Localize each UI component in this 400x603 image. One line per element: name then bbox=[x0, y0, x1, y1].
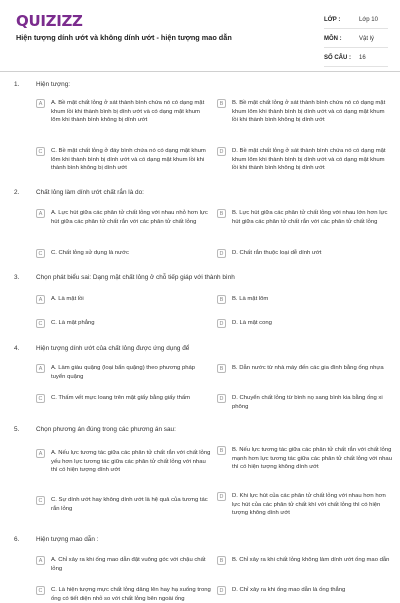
option-letter-box: B bbox=[217, 99, 226, 108]
option-letter-box: D bbox=[217, 586, 226, 595]
option-text: A. Lực hút giữa các phân tử chất lỏng với nhau nhỏ hơn lực hút giữa các phân tử chất rắn với các phân tử chất lỏng bbox=[51, 210, 208, 225]
worksheet-meta bbox=[324, 12, 388, 69]
meta-value: Vật lý bbox=[359, 36, 375, 42]
option-text: D. Bề mặt chất lỏng ở sát thành bình chứa nó có dạng mặt khum lõm khi thành bình bị dính ướt và có dạng mặt khum lồi khi thành bình không bị dính ướt bbox=[232, 148, 386, 172]
option-letter-box: A bbox=[36, 364, 45, 373]
option-letter-box: C bbox=[36, 496, 45, 505]
worksheet-title: Hiện tượng dính ướt và không dính ướt - hiện tượng mao dẫn bbox=[16, 33, 232, 42]
option-letter-box: C bbox=[36, 586, 45, 595]
meta-row-subject bbox=[324, 31, 388, 48]
option-text: C. Sự dính ướt hay không dính ướt là hệ quả của tương tác rắn lỏng bbox=[51, 497, 208, 512]
option-text: C. Thấm vết mực loang trên mặt giấy bằng giấy thấm bbox=[51, 395, 191, 401]
question-5 bbox=[0, 426, 400, 517]
option-text: C. Là hiện tượng mực chất lỏng dâng lên hay hạ xuống trong ống có tiết diện nhỏ so với chất lỏng bên ngoài ống bbox=[51, 587, 211, 602]
question-1 bbox=[0, 81, 400, 172]
question-text: Chất lỏng làm dính ướt chất rắn là do: bbox=[36, 189, 144, 196]
option-letter-box: A bbox=[36, 99, 45, 108]
option-text: A. Là mặt lồi bbox=[51, 296, 84, 302]
option-text: A. Chỉ xảy ra khi ống mao dẫn đặt vuông góc với chậu chất lỏng bbox=[51, 557, 206, 572]
quizizz-logo: QUIZIZZ bbox=[16, 12, 83, 30]
question-6 bbox=[0, 536, 400, 602]
option-letter-box: B bbox=[217, 209, 226, 218]
option-text: D. Chuyển chất lỏng từ bình nọ sang bình kia bằng ống xi phông bbox=[232, 395, 383, 410]
question-number: 1. bbox=[14, 81, 20, 88]
question-text: Chọn phương án đúng trong các phương án sau: bbox=[36, 426, 176, 433]
option-text: B. Nếu lực tương tác giữa các phân tử chất rắn với chất lỏng mạnh hơn lực tương tác giữa các phân tử chất lỏng với nhau thì có hiện tượng không dính ướt bbox=[232, 447, 392, 471]
option-text: C. Là mặt phẳng bbox=[51, 320, 95, 326]
option-letter-box: A bbox=[36, 556, 45, 565]
question-number: 4. bbox=[14, 345, 20, 352]
option-letter-box: A bbox=[36, 449, 45, 458]
option-letter-box: D bbox=[217, 492, 226, 501]
option-letter-box: B bbox=[217, 556, 226, 565]
option-text: C. Chất lỏng sử dụng là nước bbox=[51, 250, 129, 256]
option-text: A. Nếu lực tương tác giữa các phân tử chất rắn với chất lỏng yếu hơn lực tương tác giữa các phân tử chất lỏng với nhau thì có hiện tượng dính ướt bbox=[51, 450, 211, 474]
question-header bbox=[0, 345, 400, 355]
meta-label: SỐ CÂU : bbox=[324, 55, 351, 61]
meta-label: MÔN : bbox=[324, 36, 342, 42]
question-header bbox=[0, 189, 400, 199]
option-text: C. Bề mặt chất lỏng ở đáy bình chứa nó có dạng mặt khum lõm khi thành bình bị dính ướt và có dạng mặt khum lồi khi thành bình không bị dính ướt bbox=[51, 148, 206, 172]
meta-row-class bbox=[324, 12, 388, 29]
option-letter-box: B bbox=[217, 295, 226, 304]
option-letter-box: D bbox=[217, 394, 226, 403]
question-number: 3. bbox=[14, 274, 20, 281]
option-letter-box: C bbox=[36, 249, 45, 258]
option-letter-box: A bbox=[36, 209, 45, 218]
option-letter-box: B bbox=[217, 364, 226, 373]
option-text: D. Là mặt cong bbox=[232, 320, 272, 326]
meta-value: 16 bbox=[359, 55, 366, 61]
question-text: Chọn phát biểu sai: Dạng mặt chất lỏng ở chỗ tiếp giáp với thành bình bbox=[36, 274, 235, 281]
question-text: Hiện tượng: bbox=[36, 81, 71, 88]
option-letter-box: D bbox=[217, 249, 226, 258]
option-text: D. Chỉ xảy ra khi ống mao dẫn là ống thẳng bbox=[232, 587, 346, 593]
meta-value: Lớp 10 bbox=[359, 17, 378, 23]
meta-label: LỚP : bbox=[324, 17, 341, 23]
option-text: B. Lực hút giữa các phân tử chất lỏng với nhau lớn hơn lực hút giữa các phân tử chất rắn với các phân tử chất lỏng bbox=[232, 210, 388, 225]
option-text: B. Dẫn nước từ nhà máy đến các gia đình bằng ống nhựa bbox=[232, 365, 384, 371]
question-header bbox=[0, 426, 400, 436]
option-text: A. Làm giàu quặng (loại bẩn quặng) theo phương pháp tuyển quặng bbox=[51, 365, 196, 380]
question-number: 5. bbox=[14, 426, 20, 433]
option-letter-box: D bbox=[217, 319, 226, 328]
option-text: B. Chỉ xảy ra khi chất lỏng không làm dính ướt ống mao dẫn bbox=[232, 557, 390, 563]
option-text: B. Bề mặt chất lỏng ở sát thành bình chứa nó có dạng mặt khum lõm khi thành bình bị dính ướt và có dạng mặt khum lồi khi thành bình không bị dính ướt bbox=[232, 100, 386, 124]
question-text: Hiện tượng dính ướt của chất lỏng được ứng dụng để bbox=[36, 345, 190, 352]
option-letter-box: C bbox=[36, 319, 45, 328]
option-letter-box: B bbox=[217, 446, 226, 455]
question-header bbox=[0, 536, 400, 546]
question-4 bbox=[0, 345, 400, 410]
meta-row-count bbox=[324, 50, 388, 67]
option-letter-box: D bbox=[217, 147, 226, 156]
question-3 bbox=[0, 274, 400, 327]
worksheet-header bbox=[0, 0, 400, 70]
option-text: D. Chất rắn thuộc loại dễ dính ướt bbox=[232, 250, 322, 256]
option-text: D. Khi lực hút của các phân tử chất lỏng với nhau hơn hơn lực hút của các phân tử chất khí với chất lỏng thì có hiện tượng không dính ướt bbox=[232, 493, 386, 517]
option-text: B. Là mặt lõm bbox=[232, 296, 269, 302]
question-header bbox=[0, 81, 400, 91]
question-number: 6. bbox=[14, 536, 20, 543]
question-text: Hiện tượng mao dẫn : bbox=[36, 536, 99, 543]
option-letter-box: C bbox=[36, 147, 45, 156]
question-header bbox=[0, 274, 400, 284]
option-letter-box: C bbox=[36, 394, 45, 403]
option-letter-box: A bbox=[36, 295, 45, 304]
option-text: A. Bề mặt chất lỏng ở sát thành bình chứa nó có dạng mặt khum lồi khi thành bình bị dính ướt và có dạng mặt khum lõm khi thành bình không bị dính ướt bbox=[51, 100, 205, 124]
header-divider bbox=[0, 71, 400, 72]
question-number: 2. bbox=[14, 189, 20, 196]
question-2 bbox=[0, 189, 400, 257]
